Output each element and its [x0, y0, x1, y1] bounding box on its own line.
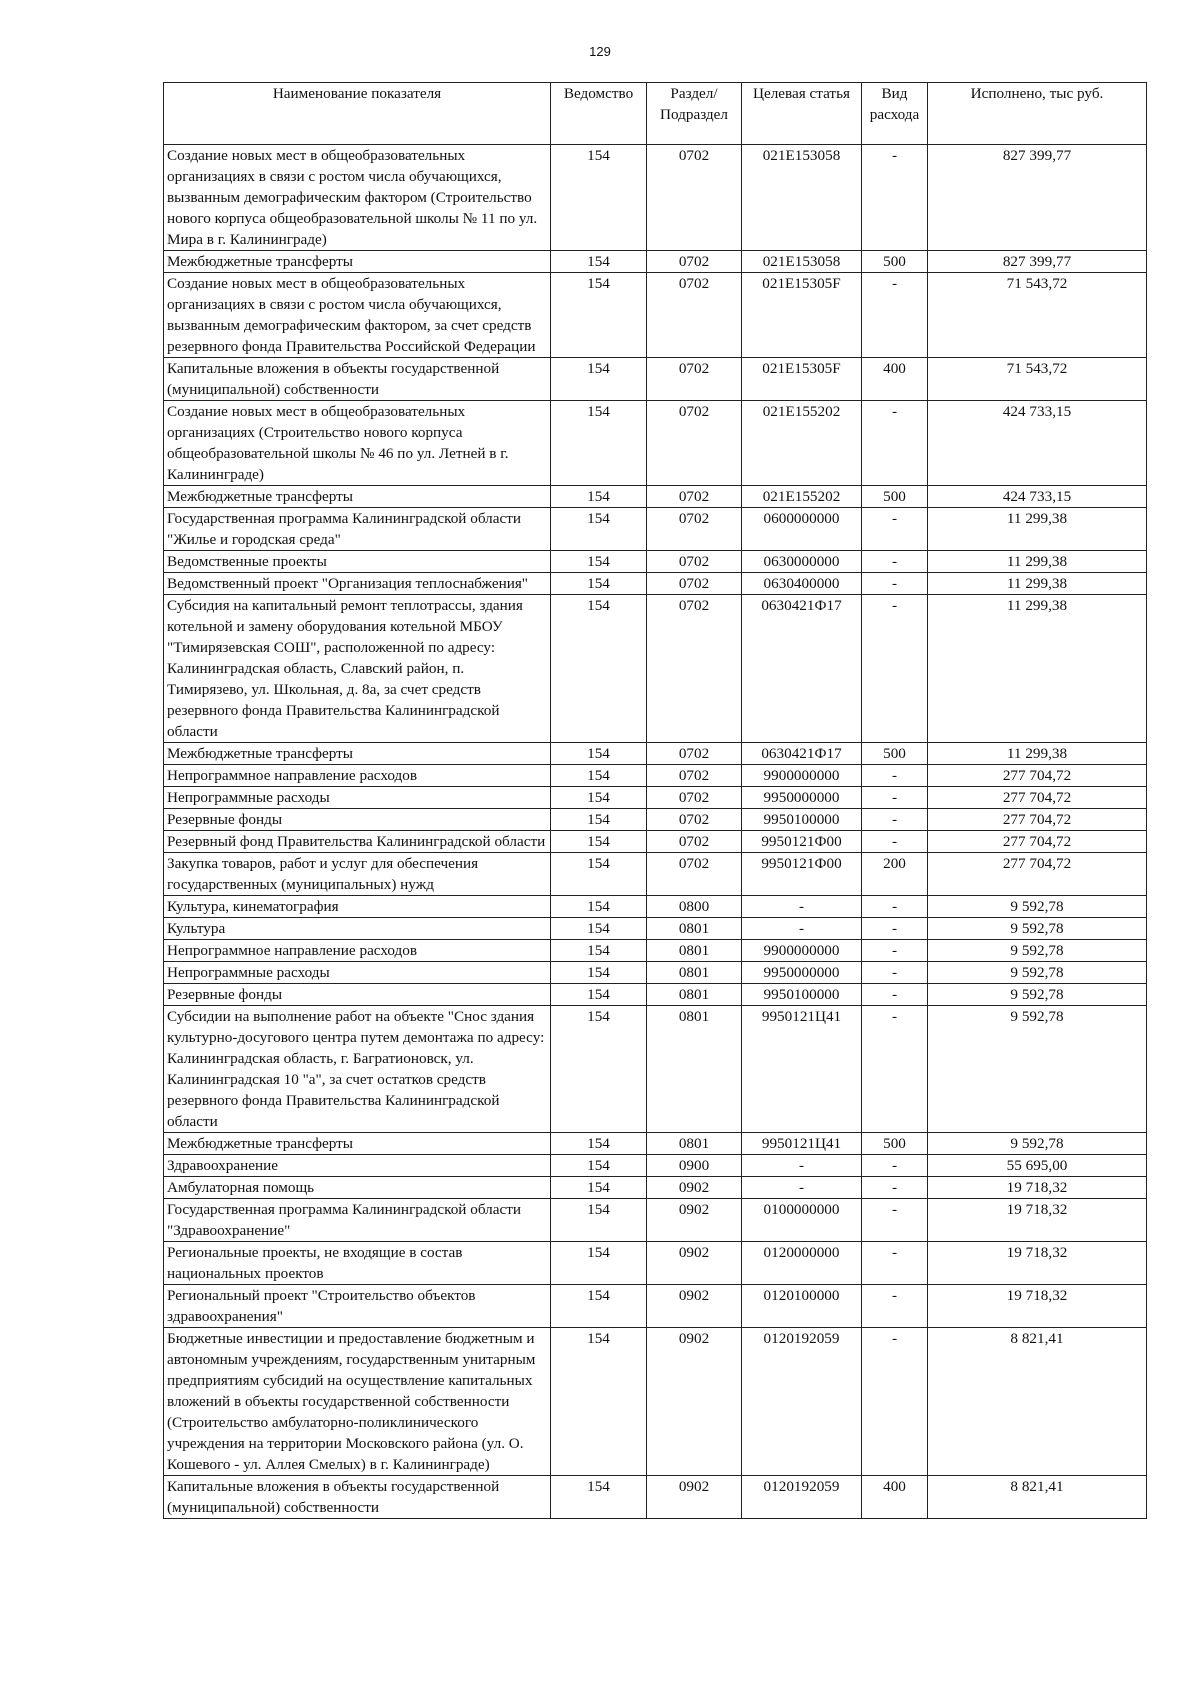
table-row	[164, 896, 1147, 918]
row-department: 154	[551, 1155, 647, 1177]
row-department: 154	[551, 940, 647, 962]
row-amount: 71 543,72	[928, 273, 1147, 358]
row-name: Непрограммное направление расходов	[164, 940, 551, 962]
row-section: 0702	[647, 787, 742, 809]
row-department: 154	[551, 595, 647, 743]
row-target-article: -	[742, 918, 862, 940]
row-amount: 277 704,72	[928, 831, 1147, 853]
row-department: 154	[551, 1177, 647, 1199]
row-target-article: 9950100000	[742, 809, 862, 831]
row-name: Резервные фонды	[164, 809, 551, 831]
row-department: 154	[551, 251, 647, 273]
row-target-article: 0100000000	[742, 1199, 862, 1242]
header-department: Ведомство	[551, 83, 647, 145]
row-target-article: 0120000000	[742, 1242, 862, 1285]
row-amount: 424 733,15	[928, 486, 1147, 508]
row-expense-type: -	[862, 145, 928, 251]
row-expense-type: -	[862, 1285, 928, 1328]
row-target-article: 0120100000	[742, 1285, 862, 1328]
table-row	[164, 551, 1147, 573]
row-name: Закупка товаров, работ и услуг для обеспечения государственных (муниципальных) нужд	[164, 853, 551, 896]
row-section: 0702	[647, 145, 742, 251]
row-name: Непрограммные расходы	[164, 962, 551, 984]
row-amount: 9 592,78	[928, 1133, 1147, 1155]
row-section: 0702	[647, 595, 742, 743]
row-expense-type: -	[862, 809, 928, 831]
row-amount: 424 733,15	[928, 401, 1147, 486]
row-amount: 8 821,41	[928, 1328, 1147, 1476]
row-expense-type: 400	[862, 1476, 928, 1519]
row-department: 154	[551, 401, 647, 486]
row-target-article: 021Е15305F	[742, 358, 862, 401]
row-expense-type: 500	[862, 1133, 928, 1155]
row-expense-type: -	[862, 918, 928, 940]
row-name: Региональный проект "Строительство объектов здравоохранения"	[164, 1285, 551, 1328]
row-name: Непрограммное направление расходов	[164, 765, 551, 787]
row-amount: 9 592,78	[928, 940, 1147, 962]
row-department: 154	[551, 1285, 647, 1328]
row-name: Региональные проекты, не входящие в состав национальных проектов	[164, 1242, 551, 1285]
table-row	[164, 145, 1147, 251]
row-expense-type: -	[862, 573, 928, 595]
row-expense-type: -	[862, 1242, 928, 1285]
row-target-article: 021Е155202	[742, 486, 862, 508]
row-name: Государственная программа Калининградской области "Жилье и городская среда"	[164, 508, 551, 551]
table-row	[164, 1328, 1147, 1476]
row-amount: 19 718,32	[928, 1177, 1147, 1199]
header-executed-amount: Исполнено, тыс руб.	[928, 83, 1147, 145]
row-name: Межбюджетные трансферты	[164, 486, 551, 508]
table-row	[164, 1133, 1147, 1155]
row-amount: 8 821,41	[928, 1476, 1147, 1519]
page-number: 129	[589, 44, 611, 59]
row-department: 154	[551, 551, 647, 573]
row-section: 0902	[647, 1177, 742, 1199]
row-department: 154	[551, 573, 647, 595]
row-department: 154	[551, 765, 647, 787]
header-target-article: Целевая статья	[742, 83, 862, 145]
row-target-article: 0120192059	[742, 1328, 862, 1476]
row-name: Межбюджетные трансферты	[164, 743, 551, 765]
row-expense-type: -	[862, 508, 928, 551]
row-department: 154	[551, 145, 647, 251]
row-target-article: 9950121Ц41	[742, 1006, 862, 1133]
row-amount: 827 399,77	[928, 251, 1147, 273]
table-row	[164, 853, 1147, 896]
row-name: Непрограммные расходы	[164, 787, 551, 809]
row-name: Создание новых мест в общеобразовательных организациях в связи с ростом числа обучающихся, вызванным демографическим фактором, за счет средств резервного фонда Правительства Российской Федерации	[164, 273, 551, 358]
row-expense-type: -	[862, 595, 928, 743]
row-name: Государственная программа Калининградской области "Здравоохранение"	[164, 1199, 551, 1242]
row-target-article: 021Е153058	[742, 145, 862, 251]
table-row	[164, 787, 1147, 809]
table-row	[164, 1006, 1147, 1133]
row-department: 154	[551, 1006, 647, 1133]
row-expense-type: 500	[862, 251, 928, 273]
row-section: 0702	[647, 853, 742, 896]
row-department: 154	[551, 358, 647, 401]
row-section: 0801	[647, 984, 742, 1006]
row-department: 154	[551, 1199, 647, 1242]
row-amount: 55 695,00	[928, 1155, 1147, 1177]
row-amount: 277 704,72	[928, 787, 1147, 809]
row-name: Межбюджетные трансферты	[164, 251, 551, 273]
row-amount: 277 704,72	[928, 853, 1147, 896]
row-target-article: 9900000000	[742, 940, 862, 962]
row-section: 0702	[647, 273, 742, 358]
row-expense-type: -	[862, 896, 928, 918]
row-expense-type: -	[862, 1199, 928, 1242]
table-row	[164, 940, 1147, 962]
row-expense-type: 500	[862, 486, 928, 508]
row-target-article: 9900000000	[742, 765, 862, 787]
row-amount: 11 299,38	[928, 508, 1147, 551]
row-expense-type: -	[862, 787, 928, 809]
row-amount: 11 299,38	[928, 551, 1147, 573]
row-target-article: 021Е153058	[742, 251, 862, 273]
row-section: 0702	[647, 573, 742, 595]
table-row	[164, 251, 1147, 273]
row-target-article: 021Е15305F	[742, 273, 862, 358]
row-name: Ведомственные проекты	[164, 551, 551, 573]
row-section: 0702	[647, 508, 742, 551]
row-name: Субсидия на капитальный ремонт теплотрассы, здания котельной и замену оборудования котельной МБОУ "Тимирязевская СОШ", расположенной по адресу: Калининградская область, Славский район, п. Тимирязево, ул. Школьная, д. 8а, за счет средств резервного фонда Правительства Калининградской области	[164, 595, 551, 743]
row-expense-type: -	[862, 1006, 928, 1133]
row-section: 0702	[647, 809, 742, 831]
row-target-article: 0600000000	[742, 508, 862, 551]
row-name: Межбюджетные трансферты	[164, 1133, 551, 1155]
row-name: Капитальные вложения в объекты государственной (муниципальной) собственности	[164, 358, 551, 401]
row-section: 0702	[647, 551, 742, 573]
row-name: Бюджетные инвестиции и предоставление бюджетным и автономным учреждениям, государственным унитарным предприятиям субсидий на осуществление капитальных вложений в объекты государственной собственности (Строительство амбулаторно-поликлинического учреждения на территории Московского района (ул. О. Кошевого - ул. Аллея Смелых) в г. Калининграде)	[164, 1328, 551, 1476]
row-name: Ведомственный проект "Организация теплоснабжения"	[164, 573, 551, 595]
table-row	[164, 809, 1147, 831]
row-expense-type: -	[862, 831, 928, 853]
row-department: 154	[551, 1242, 647, 1285]
row-name: Создание новых мест в общеобразовательных организациях (Строительство нового корпуса общеобразовательной школы № 46 по ул. Летней в г. Калининграде)	[164, 401, 551, 486]
row-section: 0902	[647, 1476, 742, 1519]
row-expense-type: 400	[862, 358, 928, 401]
row-section: 0702	[647, 765, 742, 787]
row-amount: 277 704,72	[928, 809, 1147, 831]
row-section: 0702	[647, 358, 742, 401]
row-expense-type: 500	[862, 743, 928, 765]
table-row	[164, 595, 1147, 743]
row-target-article: 9950121Ф00	[742, 831, 862, 853]
row-department: 154	[551, 508, 647, 551]
row-amount: 9 592,78	[928, 984, 1147, 1006]
row-department: 154	[551, 831, 647, 853]
row-section: 0702	[647, 486, 742, 508]
row-department: 154	[551, 1133, 647, 1155]
row-expense-type: -	[862, 551, 928, 573]
row-department: 154	[551, 918, 647, 940]
row-section: 0801	[647, 962, 742, 984]
row-department: 154	[551, 809, 647, 831]
row-section: 0900	[647, 1155, 742, 1177]
row-amount: 19 718,32	[928, 1242, 1147, 1285]
row-section: 0902	[647, 1199, 742, 1242]
table-row	[164, 358, 1147, 401]
row-department: 154	[551, 486, 647, 508]
row-amount: 827 399,77	[928, 145, 1147, 251]
row-target-article: 9950000000	[742, 787, 862, 809]
row-target-article: 0630400000	[742, 573, 862, 595]
table-row	[164, 1476, 1147, 1519]
row-expense-type: 200	[862, 853, 928, 896]
table-row	[164, 508, 1147, 551]
row-target-article: 9950000000	[742, 962, 862, 984]
header-section: Раздел/ Подраздел	[647, 83, 742, 145]
row-target-article: 0120192059	[742, 1476, 862, 1519]
row-amount: 11 299,38	[928, 573, 1147, 595]
row-section: 0902	[647, 1328, 742, 1476]
row-amount: 277 704,72	[928, 765, 1147, 787]
row-department: 154	[551, 743, 647, 765]
row-amount: 11 299,38	[928, 743, 1147, 765]
row-section: 0801	[647, 918, 742, 940]
table-row	[164, 1242, 1147, 1285]
row-target-article: 9950100000	[742, 984, 862, 1006]
row-name: Субсидии на выполнение работ на объекте "Снос здания культурно-досугового центра путем демонтажа по адресу: Калининградская область, г. Багратионовск, ул. Калининградская 10 "а", за счет остатков средств резервного фонда Правительства Калининградской области	[164, 1006, 551, 1133]
row-target-article: 021Е155202	[742, 401, 862, 486]
row-department: 154	[551, 896, 647, 918]
row-department: 154	[551, 1476, 647, 1519]
table-row	[164, 1199, 1147, 1242]
row-expense-type: -	[862, 984, 928, 1006]
row-target-article: 9950121Ф00	[742, 853, 862, 896]
row-name: Здравоохранение	[164, 1155, 551, 1177]
row-department: 154	[551, 984, 647, 1006]
table-row	[164, 918, 1147, 940]
row-expense-type: -	[862, 940, 928, 962]
row-name: Резервный фонд Правительства Калининградской области	[164, 831, 551, 853]
table-row	[164, 765, 1147, 787]
row-name: Создание новых мест в общеобразовательных организациях в связи с ростом числа обучающихся, вызванным демографическим фактором (Строительство нового корпуса общеобразовательной школы № 11 по ул. Мира в г. Калининграде)	[164, 145, 551, 251]
row-department: 154	[551, 273, 647, 358]
row-amount: 19 718,32	[928, 1199, 1147, 1242]
table-row	[164, 1177, 1147, 1199]
row-amount: 11 299,38	[928, 595, 1147, 743]
row-section: 0702	[647, 401, 742, 486]
row-name: Культура	[164, 918, 551, 940]
row-department: 154	[551, 1328, 647, 1476]
row-target-article: 0630421Ф17	[742, 743, 862, 765]
row-section: 0801	[647, 940, 742, 962]
table-row	[164, 1285, 1147, 1328]
row-name: Резервные фонды	[164, 984, 551, 1006]
row-section: 0702	[647, 251, 742, 273]
header-indicator-name: Наименование показателя	[164, 83, 551, 145]
row-expense-type: -	[862, 962, 928, 984]
row-department: 154	[551, 787, 647, 809]
row-amount: 71 543,72	[928, 358, 1147, 401]
row-target-article: -	[742, 896, 862, 918]
row-section: 0801	[647, 1006, 742, 1133]
header-expense-type: Вид расхода	[862, 83, 928, 145]
row-expense-type: -	[862, 1177, 928, 1199]
row-name: Капитальные вложения в объекты государственной (муниципальной) собственности	[164, 1476, 551, 1519]
row-target-article: 9950121Ц41	[742, 1133, 862, 1155]
table-row	[164, 962, 1147, 984]
budget-table	[163, 82, 1147, 1519]
row-target-article: 0630421Ф17	[742, 595, 862, 743]
table-row	[164, 743, 1147, 765]
row-section: 0902	[647, 1285, 742, 1328]
table-row	[164, 984, 1147, 1006]
header-row	[164, 83, 1147, 145]
table-row	[164, 486, 1147, 508]
table-row	[164, 1155, 1147, 1177]
row-target-article: -	[742, 1155, 862, 1177]
table-row	[164, 273, 1147, 358]
table-row	[164, 573, 1147, 595]
row-amount: 9 592,78	[928, 962, 1147, 984]
table-row	[164, 831, 1147, 853]
row-section: 0702	[647, 743, 742, 765]
row-amount: 9 592,78	[928, 918, 1147, 940]
row-amount: 9 592,78	[928, 896, 1147, 918]
row-section: 0702	[647, 831, 742, 853]
row-name: Культура, кинематография	[164, 896, 551, 918]
table-row	[164, 401, 1147, 486]
row-target-article: -	[742, 1177, 862, 1199]
row-expense-type: -	[862, 273, 928, 358]
row-amount: 9 592,78	[928, 1006, 1147, 1133]
row-section: 0800	[647, 896, 742, 918]
row-department: 154	[551, 962, 647, 984]
row-section: 0801	[647, 1133, 742, 1155]
row-target-article: 0630000000	[742, 551, 862, 573]
row-department: 154	[551, 853, 647, 896]
row-expense-type: -	[862, 1155, 928, 1177]
row-name: Амбулаторная помощь	[164, 1177, 551, 1199]
row-expense-type: -	[862, 765, 928, 787]
row-expense-type: -	[862, 1328, 928, 1476]
row-section: 0902	[647, 1242, 742, 1285]
row-amount: 19 718,32	[928, 1285, 1147, 1328]
row-expense-type: -	[862, 401, 928, 486]
